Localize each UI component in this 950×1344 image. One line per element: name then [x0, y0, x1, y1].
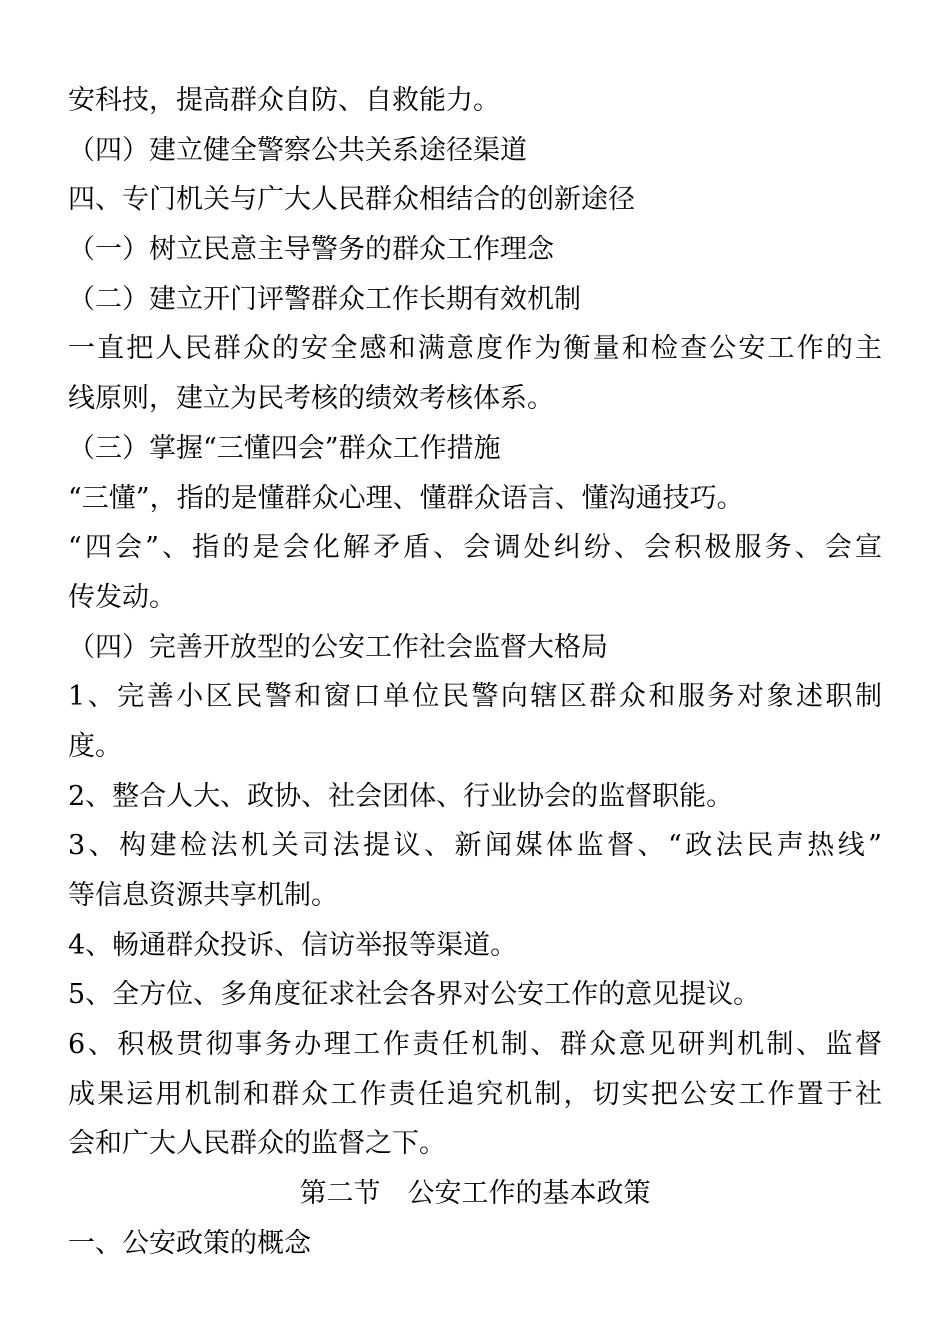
- list-item: 4、畅通群众投诉、信访举报等渠道。: [68, 929, 518, 961]
- chapter-section-title: 第二节 公安工作的基本政策: [299, 1178, 651, 1210]
- list-item-continuation: 等信息资源共享机制。: [68, 880, 338, 911]
- section-heading: （三）掌握“三懂四会”群众工作措施: [68, 432, 501, 464]
- text-line: 线原则，建立为民考核的绩效考核体系。: [68, 383, 554, 415]
- section-heading: （四）完善开放型的公安工作社会监督大格局: [68, 631, 608, 663]
- text-line: 安科技，提高群众自防、自救能力。: [68, 85, 500, 116]
- text-line: “三懂”，指的是懂群众心理、懂群众语言、懂沟通技巧。: [68, 482, 744, 514]
- text-line: “四会”、指的是会化解矛盾、会调处纠纷、会积极服务、会宣: [68, 532, 882, 564]
- text-line: 一直把人民群众的安全感和满意度作为衡量和检查公安工作的主: [68, 333, 882, 365]
- list-item: 3、构建检法机关司法提议、新闻媒体监督、“政法民声热线”: [68, 830, 882, 862]
- document-body: [68, 76, 882, 1269]
- list-item-continuation: 度。: [68, 730, 122, 762]
- section-heading: 四、专门机关与广大人民群众相结合的创新途径: [68, 184, 635, 216]
- section-heading: （四）建立健全警察公共关系途径渠道: [68, 134, 527, 166]
- list-item: 5、全方位、多角度征求社会各界对公安工作的意见提议。: [68, 979, 761, 1011]
- list-item-continuation: 会和广大人民群众的监督之下。: [68, 1128, 446, 1160]
- section-heading: （一）树立民意主导警务的群众工作理念: [68, 234, 554, 266]
- list-item: 6、积极贯彻事务办理工作责任机制、群众意见研判机制、监督: [68, 1029, 882, 1061]
- list-item-continuation: 成果运用机制和群众工作责任追究机制，切实把公安工作置于社: [68, 1078, 882, 1110]
- section-heading: 一、公安政策的概念: [68, 1227, 311, 1259]
- text-line: 传发动。: [68, 581, 176, 613]
- list-item: 2、整合人大、政协、社会团体、行业协会的监督职能。: [68, 780, 734, 812]
- list-item: 1、完善小区民警和窗口单位民警向辖区群众和服务对象述职制: [68, 681, 882, 713]
- section-heading: （二）建立开门评警群众工作长期有效机制: [68, 283, 581, 315]
